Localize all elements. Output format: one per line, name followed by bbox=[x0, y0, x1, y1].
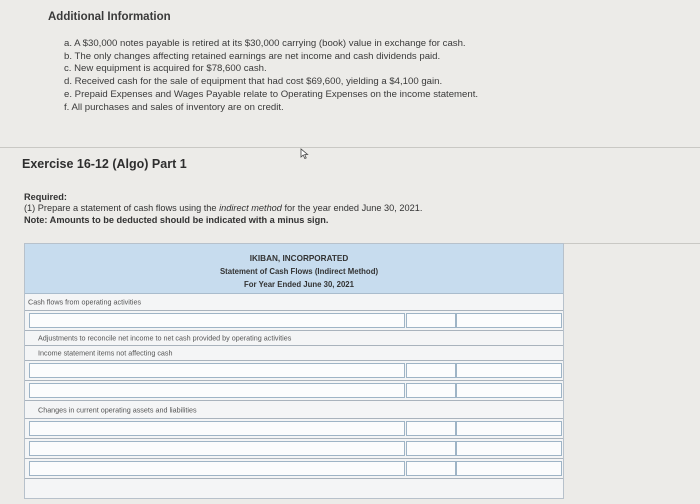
section-divider bbox=[0, 147, 700, 148]
exercise-title: Exercise 16-12 (Algo) Part 1 bbox=[22, 157, 187, 171]
mouse-cursor-icon bbox=[300, 148, 312, 160]
total-input[interactable] bbox=[456, 383, 562, 398]
cash-flow-statement bbox=[24, 243, 564, 499]
info-item-e: e. Prepaid Expenses and Wages Payable relate to Operating Expenses on the income statement. bbox=[64, 88, 479, 100]
statement-row bbox=[25, 361, 563, 381]
row-label-input[interactable] bbox=[29, 383, 405, 398]
info-item-f: f. All purchases and sales of inventory are on credit. bbox=[64, 101, 284, 113]
additional-information-title: Additional Information bbox=[48, 11, 171, 23]
required-label: Required: bbox=[24, 192, 67, 202]
row-label: Changes in current operating assets and liabilities bbox=[38, 405, 197, 414]
total-input[interactable] bbox=[456, 421, 562, 436]
statement-title: Statement of Cash Flows (Indirect Method) bbox=[219, 267, 379, 276]
instruction-text bbox=[24, 203, 422, 213]
info-item-c: c. New equipment is acquired for $78,600 cash. bbox=[64, 63, 267, 75]
info-item-d: d. Received cash for the sale of equipment that had cost $69,600, yielding a $4,100 gain. bbox=[64, 76, 443, 88]
statement-row bbox=[25, 419, 563, 439]
row-label: Adjustments to reconcile net income to net cash provided by operating activities bbox=[38, 333, 292, 343]
instruction-prefix: (1) Prepare a statement of cash flows using the bbox=[24, 203, 220, 213]
row-label: Income statement items not affecting cash bbox=[38, 348, 173, 358]
row-label-input[interactable] bbox=[29, 441, 405, 456]
row-label-input[interactable] bbox=[29, 363, 405, 378]
info-item-b: b. The only changes affecting retained earnings are net income and cash dividends paid. bbox=[64, 50, 441, 62]
amount-input[interactable] bbox=[406, 383, 456, 398]
total-input[interactable] bbox=[456, 441, 562, 456]
total-input[interactable] bbox=[456, 313, 562, 328]
amount-input[interactable] bbox=[406, 313, 456, 328]
right-edge-divider bbox=[562, 243, 700, 244]
row-label: Cash flows from operating activities bbox=[28, 297, 142, 307]
statement-row bbox=[25, 459, 563, 479]
statement-period: For Year Ended June 30, 2021 bbox=[244, 280, 354, 289]
statement-row bbox=[25, 331, 563, 346]
total-input[interactable] bbox=[456, 363, 562, 378]
company-name: IKIBAN, INCORPORATED bbox=[249, 254, 349, 263]
row-label-input[interactable] bbox=[29, 313, 405, 328]
row-label-input[interactable] bbox=[29, 461, 405, 476]
statement-row bbox=[25, 439, 563, 459]
instruction-method: indirect method bbox=[219, 203, 282, 213]
note-text: Note: Amounts to be deducted should be indicated with a minus sign. bbox=[24, 215, 329, 225]
statement-row bbox=[25, 381, 563, 401]
row-label-input[interactable] bbox=[29, 421, 405, 436]
statement-header bbox=[25, 244, 563, 294]
amount-input[interactable] bbox=[406, 363, 456, 378]
instruction-suffix: for the year ended June 30, 2021. bbox=[281, 203, 423, 213]
statement-row bbox=[25, 401, 563, 419]
total-input[interactable] bbox=[456, 461, 562, 476]
additional-information-list bbox=[64, 38, 478, 114]
statement-row bbox=[25, 311, 563, 331]
statement-row bbox=[25, 346, 563, 361]
amount-input[interactable] bbox=[406, 421, 456, 436]
statement-row bbox=[25, 294, 563, 311]
amount-input[interactable] bbox=[406, 461, 456, 476]
info-item-a: a. A $30,000 notes payable is retired at its $30,000 carrying (book) value in exchange for cash. bbox=[64, 38, 466, 49]
amount-input[interactable] bbox=[406, 441, 456, 456]
